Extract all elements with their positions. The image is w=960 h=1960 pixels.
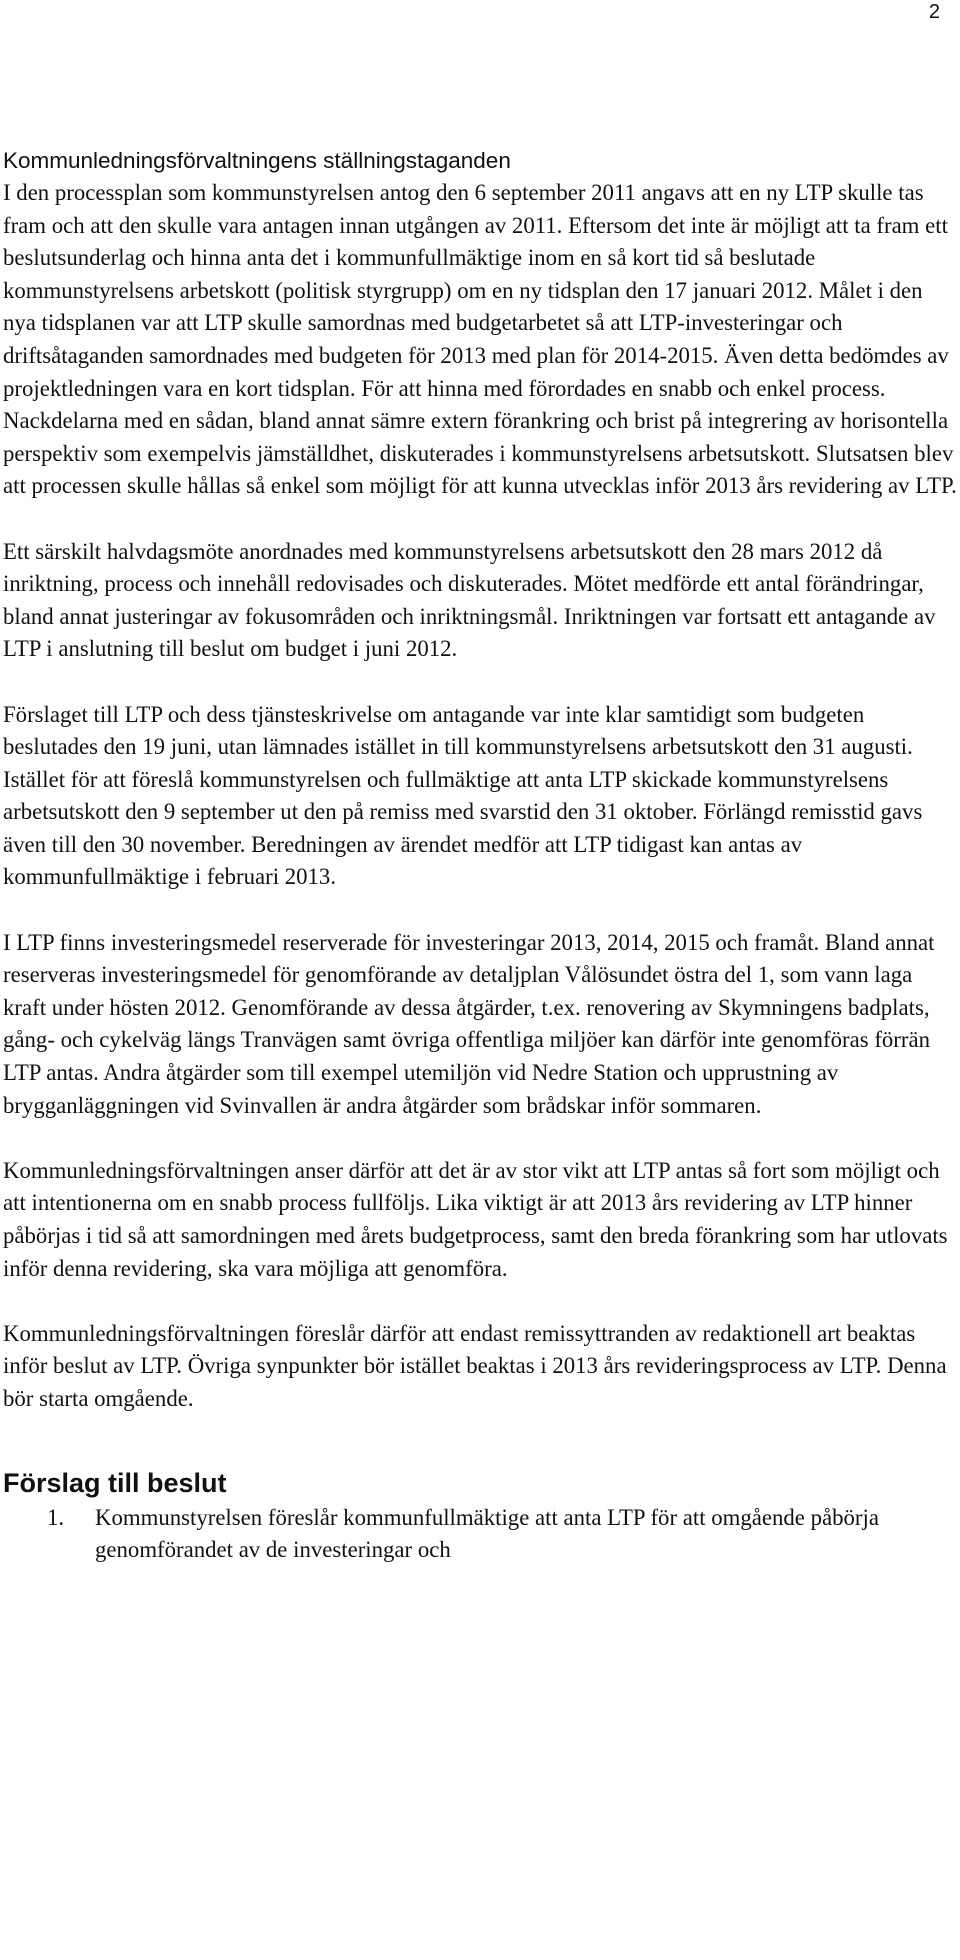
paragraph-2: Ett särskilt halvdagsmöte anordnades med kommunstyrelsens arbetsutskott den 28 mars 2012 då inriktning, process och innehåll redovisades och diskuterades. Mötet medförde ett antal förändringar, bland annat justeringar av fokusområden och inriktningsmål. Inriktningen var fortsatt ett antagande av LTP i anslutning till beslut om budget i juni 2012. (3, 538, 936, 662)
document-body (3, 144, 958, 1567)
decision-list (3, 1502, 958, 1567)
section-heading: Kommunledningsförvaltningens ställningstaganden (3, 148, 511, 173)
paragraph-6: Kommunledningsförvaltningen föreslår därför att endast remissyttranden av redaktionell art beaktas inför beslut av LTP. Övriga synpunkter bör istället beaktas i 2013 års revideringsprocess av LTP. Denna bör starta omgående. (3, 1320, 947, 1411)
list-item-number: 1. (47, 1504, 65, 1530)
paragraph-1: I den processplan som kommunstyrelsen antog den 6 september 2011 angavs att en ny LTP skulle tas fram och att den skulle vara antagen innan utgången av 2011. Eftersom det inte är möjligt att ta fram ett beslutsunderlag och hinna anta det i kommunfullmäktige inom en så kort tid så beslutade kommunstyrelsens arbetskott (politisk styrgrupp) om en ny tidsplan den 17 januari 2012. Målet i den nya tidsplanen var att LTP skulle samordnas med budgetarbetet så att LTP-investeringar och driftsåtaganden samordnades med budgeten för 2013 med plan för 2014-2015. Även detta bedömdes av projektledningen vara en kort tidsplan. För att hinna med förordades en snabb och enkel process. Nackdelarna med en sådan, bland annat sämre extern förankring och brist på integrering av horisontella perspektiv som exempelvis jämställdhet, diskuterades i kommunstyrelsens arbetsutskott. Slutsatsen blev att processen skulle hållas så enkel som möjligt för att kunna utvecklas inför 2013 års revidering av LTP. (3, 180, 957, 499)
paragraph-3: Förslaget till LTP och dess tjänsteskrivelse om antagande var inte klar samtidigt som budgeten beslutades den 19 juni, utan lämnades istället in till kommunstyrelsens arbetsutskott den 31 augusti. Istället för att föreslå kommunstyrelsen och fullmäktige att anta LTP skickade kommunstyrelsens arbetsutskott den 9 september ut den på remiss med svarstid den 31 oktober. Förlängd remisstid gavs även till den 30 november. Beredningen av ärendet medför att LTP tidigast kan antas av kommunfullmäktige i februari 2013. (3, 701, 923, 890)
decision-heading: Förslag till beslut (3, 1467, 227, 1498)
page-number: 2 (928, 1, 940, 23)
paragraph-4: I LTP finns investeringsmedel reserverade för investeringar 2013, 2014, 2015 och framåt. Bland annat reserveras investeringsmedel för genomförande av detaljplan Vålösundet östra del 1, som vann laga kraft under hösten 2012. Genomförande av dessa åtgärder, t.ex. renovering av Skymningens badplats, gång- och cykelväg längs Tranvägen samt övriga offentliga miljöer kan därför inte genomföras förrän LTP antas. Andra åtgärder som till exempel utemiljön vid Nedre Station och upprustning av brygganläggningen vid Svinvallen är andra åtgärder som brådskar inför sommaren. (3, 929, 935, 1118)
list-item-text: Kommunstyrelsen föreslår kommunfullmäktige att anta LTP för att omgående påbörja genomförandet av de investeringar och (95, 1504, 879, 1563)
list-item (3, 1502, 958, 1567)
paragraph-5: Kommunledningsförvaltningen anser därför att det är av stor vikt att LTP antas så fort som möjligt och att intentionerna om en snabb process fullföljs. Lika viktigt är att 2013 års revidering av LTP hinner påbörjas i tid så att samordningen med årets budgetprocess, samt den breda förankring som har utlovats inför denna revidering, ska vara möjliga att genomföra. (3, 1157, 948, 1281)
